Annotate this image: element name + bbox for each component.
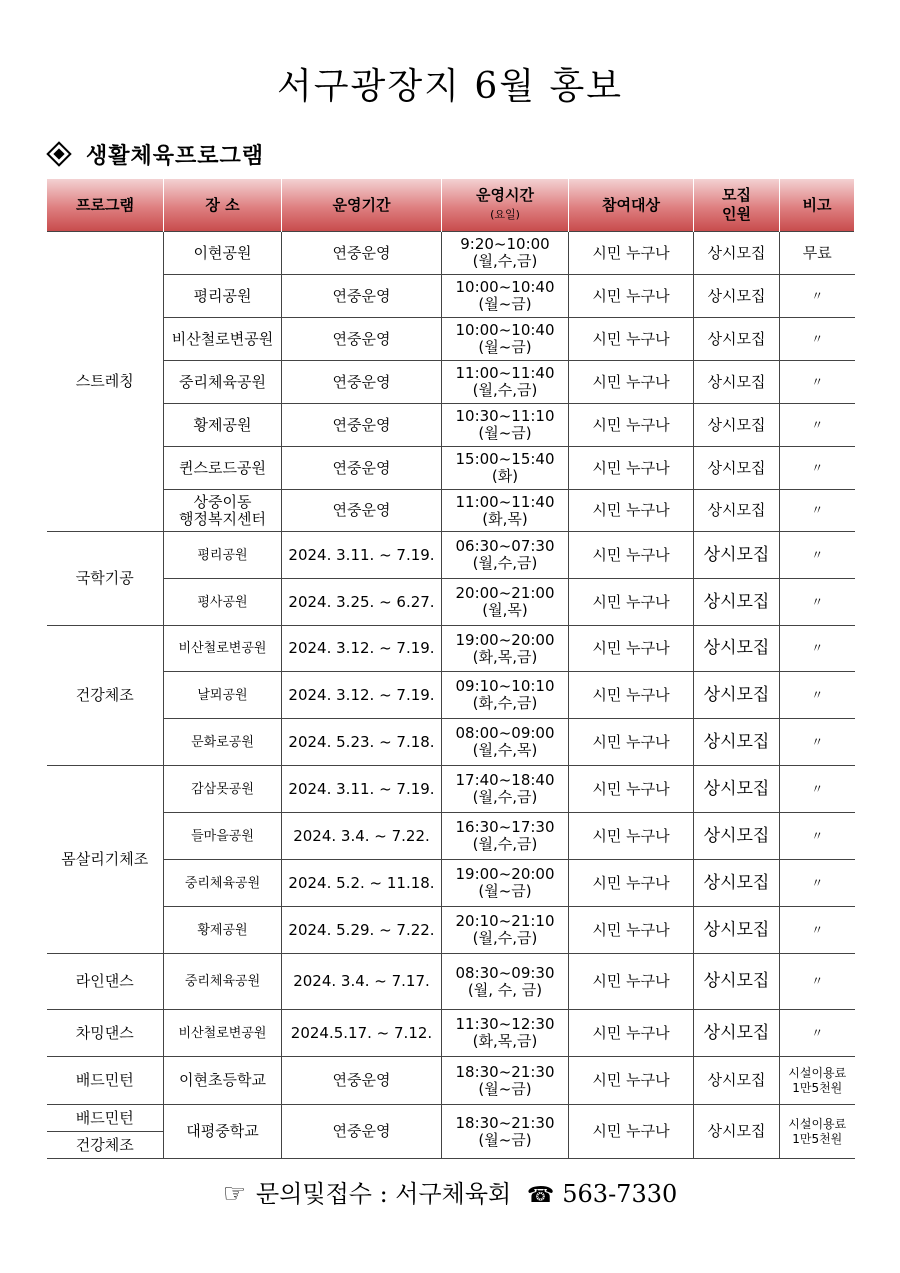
table-row bbox=[47, 1010, 855, 1057]
program-name-cell: 스트레칭 bbox=[47, 232, 164, 532]
time-range: 18:30~21:30 bbox=[455, 1062, 555, 1081]
period-cell: 2024. 3.12. ~ 7.19. bbox=[282, 626, 442, 672]
time-range: 08:00~09:00 bbox=[455, 724, 555, 742]
table-row bbox=[47, 907, 855, 954]
period-cell: 연중운영 bbox=[282, 1105, 442, 1159]
recruit-cell: 상시모집 bbox=[694, 447, 780, 490]
period-cell: 연중운영 bbox=[282, 275, 442, 318]
table-row bbox=[47, 232, 855, 275]
place-cell: 황제공원 bbox=[164, 404, 282, 447]
recruit-cell: 상시모집 bbox=[694, 626, 780, 672]
note-cell: 〃 bbox=[780, 579, 855, 626]
time-cell bbox=[442, 954, 569, 1010]
table-row bbox=[47, 579, 855, 626]
phone-icon: ☎ bbox=[526, 1183, 555, 1208]
note-cell: 〃 bbox=[780, 490, 855, 532]
time-days: (월,수,금) bbox=[472, 381, 538, 399]
program-name-cell: 건강체조 bbox=[47, 1132, 164, 1159]
time-cell bbox=[442, 361, 569, 404]
place-cell: 대평중학교 bbox=[164, 1105, 282, 1159]
program-name-cell: 차밍댄스 bbox=[47, 1010, 164, 1057]
target-cell: 시민 누구나 bbox=[569, 532, 694, 579]
time-days: (화,목,금) bbox=[472, 647, 538, 666]
time-days: (월~금) bbox=[478, 1130, 532, 1149]
time-days: (월,목) bbox=[482, 601, 528, 619]
program-name-cell: 몸살리기체조 bbox=[47, 766, 164, 954]
period-cell: 2024. 5.23. ~ 7.18. bbox=[282, 719, 442, 766]
time-days: (월,수,금) bbox=[472, 835, 538, 853]
contact-label: 문의및접수 : 서구체육회 bbox=[256, 1180, 512, 1208]
time-cell bbox=[442, 860, 569, 907]
recruit-cell: 상시모집 bbox=[694, 579, 780, 626]
header-time bbox=[442, 179, 569, 232]
time-cell bbox=[442, 1010, 569, 1057]
target-cell: 시민 누구나 bbox=[569, 672, 694, 719]
time-days: (월,수,목) bbox=[472, 741, 538, 759]
note-cell: 〃 bbox=[780, 532, 855, 579]
recruit-cell: 상시모집 bbox=[694, 1105, 780, 1159]
recruit-cell: 상시모집 bbox=[694, 954, 780, 1010]
note-cell: 시설이용료 1만5천원 bbox=[780, 1057, 855, 1105]
period-cell: 연중운영 bbox=[282, 1057, 442, 1105]
time-cell bbox=[442, 275, 569, 318]
period-cell: 연중운영 bbox=[282, 447, 442, 490]
time-days: (월~금) bbox=[478, 338, 532, 356]
target-cell: 시민 누구나 bbox=[569, 813, 694, 860]
period-cell: 연중운영 bbox=[282, 318, 442, 361]
header-program: 프로그램 bbox=[47, 179, 164, 232]
table-row bbox=[47, 766, 855, 813]
period-cell: 2024. 3.11. ~ 7.19. bbox=[282, 532, 442, 579]
period-cell: 2024. 3.12. ~ 7.19. bbox=[282, 672, 442, 719]
time-cell bbox=[442, 1057, 569, 1105]
time-days: (월,수,금) bbox=[472, 929, 538, 947]
time-cell bbox=[442, 532, 569, 579]
target-cell: 시민 누구나 bbox=[569, 907, 694, 954]
place-cell: 퀸스로드공원 bbox=[164, 447, 282, 490]
time-days: (월~금) bbox=[478, 882, 532, 900]
recruit-cell: 상시모집 bbox=[694, 232, 780, 275]
time-cell bbox=[442, 626, 569, 672]
header-place: 장 소 bbox=[164, 179, 282, 232]
place-cell: 황제공원 bbox=[164, 907, 282, 954]
target-cell: 시민 누구나 bbox=[569, 275, 694, 318]
recruit-cell: 상시모집 bbox=[694, 719, 780, 766]
time-days: (월,수,금) bbox=[472, 252, 538, 270]
period-cell: 2024. 5.29. ~ 7.22. bbox=[282, 907, 442, 954]
target-cell: 시민 누구나 bbox=[569, 404, 694, 447]
note-cell: 〃 bbox=[780, 626, 855, 672]
time-range: 19:00~20:00 bbox=[455, 865, 555, 883]
diamond-bullet-icon bbox=[46, 141, 71, 166]
time-range: 06:30~07:30 bbox=[455, 537, 555, 555]
note-cell: 〃 bbox=[780, 719, 855, 766]
recruit-cell: 상시모집 bbox=[694, 532, 780, 579]
table-row bbox=[47, 1057, 855, 1105]
time-range: 17:40~18:40 bbox=[455, 771, 555, 789]
program-table bbox=[46, 179, 855, 1159]
recruit-cell: 상시모집 bbox=[694, 318, 780, 361]
note-cell: 〃 bbox=[780, 954, 855, 1010]
table-header-row bbox=[47, 179, 855, 232]
time-range: 10:00~10:40 bbox=[455, 278, 555, 296]
place-cell: 날뫼공원 bbox=[164, 672, 282, 719]
table-row bbox=[47, 672, 855, 719]
section-heading bbox=[44, 138, 264, 170]
table-row bbox=[47, 954, 855, 1010]
time-cell bbox=[442, 318, 569, 361]
table-row bbox=[47, 813, 855, 860]
recruit-cell: 상시모집 bbox=[694, 766, 780, 813]
time-days: (월~금) bbox=[478, 424, 532, 442]
section-label: 생활체육프로그램 bbox=[86, 143, 265, 169]
place-cell: 상중이동 행정복지센터 bbox=[164, 490, 282, 532]
place-cell: 비산철로변공원 bbox=[164, 1010, 282, 1057]
target-cell: 시민 누구나 bbox=[569, 719, 694, 766]
recruit-cell: 상시모집 bbox=[694, 490, 780, 532]
note-cell: 〃 bbox=[780, 318, 855, 361]
header-time-label: 운영시간 bbox=[476, 186, 534, 204]
time-cell bbox=[442, 1105, 569, 1159]
table-row bbox=[47, 1105, 855, 1132]
recruit-cell: 상시모집 bbox=[694, 813, 780, 860]
period-cell: 연중운영 bbox=[282, 232, 442, 275]
place-cell: 들마을공원 bbox=[164, 813, 282, 860]
note-cell: 시설이용료 1만5천원 bbox=[780, 1105, 855, 1159]
target-cell: 시민 누구나 bbox=[569, 1010, 694, 1057]
place-cell: 평리공원 bbox=[164, 275, 282, 318]
time-range: 9:20~10:00 bbox=[460, 235, 550, 253]
program-name-cell: 배드민턴 bbox=[47, 1105, 164, 1132]
note-cell: 무료 bbox=[780, 232, 855, 275]
table-row bbox=[47, 719, 855, 766]
pointing-hand-icon: ☞ bbox=[222, 1179, 247, 1209]
program-name-cell: 라인댄스 bbox=[47, 954, 164, 1010]
place-cell: 문화로공원 bbox=[164, 719, 282, 766]
time-days: (월,수,금) bbox=[472, 554, 538, 572]
table-row bbox=[47, 275, 855, 318]
time-cell bbox=[442, 672, 569, 719]
note-cell: 〃 bbox=[780, 766, 855, 813]
target-cell: 시민 누구나 bbox=[569, 447, 694, 490]
page-title: 서구광장지 6월 홍보 bbox=[277, 66, 623, 107]
time-days: (월~금) bbox=[478, 295, 532, 313]
header-note: 비고 bbox=[780, 179, 855, 232]
time-days: (월,수,금) bbox=[472, 788, 538, 806]
place-cell: 이현공원 bbox=[164, 232, 282, 275]
time-range: 19:00~20:00 bbox=[455, 630, 555, 649]
recruit-cell: 상시모집 bbox=[694, 404, 780, 447]
target-cell: 시민 누구나 bbox=[569, 860, 694, 907]
time-days: (화) bbox=[491, 467, 519, 485]
time-days: (화,목) bbox=[482, 509, 528, 528]
time-range: 08:30~09:30 bbox=[455, 963, 555, 982]
recruit-cell: 상시모집 bbox=[694, 907, 780, 954]
place-cell: 비산철로변공원 bbox=[164, 318, 282, 361]
target-cell: 시민 누구나 bbox=[569, 1057, 694, 1105]
table-row bbox=[47, 490, 855, 532]
place-cell: 이현초등학교 bbox=[164, 1057, 282, 1105]
period-cell: 연중운영 bbox=[282, 490, 442, 532]
period-cell: 2024. 3.25. ~ 6.27. bbox=[282, 579, 442, 626]
time-range: 11:30~12:30 bbox=[455, 1015, 555, 1033]
time-days: (월, 수, 금) bbox=[467, 980, 543, 999]
note-cell: 〃 bbox=[780, 447, 855, 490]
recruit-cell: 상시모집 bbox=[694, 275, 780, 318]
recruit-cell: 상시모집 bbox=[694, 672, 780, 719]
target-cell: 시민 누구나 bbox=[569, 490, 694, 532]
time-cell bbox=[442, 813, 569, 860]
time-range: 09:10~10:10 bbox=[455, 677, 555, 695]
period-cell: 2024. 3.4. ~ 7.22. bbox=[282, 813, 442, 860]
time-range: 15:00~15:40 bbox=[455, 450, 555, 468]
time-range: 10:00~10:40 bbox=[455, 321, 555, 339]
time-range: 20:10~21:10 bbox=[455, 912, 555, 930]
target-cell: 시민 누구나 bbox=[569, 954, 694, 1010]
time-cell bbox=[442, 766, 569, 813]
place-cell: 평리공원 bbox=[164, 532, 282, 579]
note-cell: 〃 bbox=[780, 907, 855, 954]
time-range: 16:30~17:30 bbox=[455, 818, 555, 836]
note-cell: 〃 bbox=[780, 813, 855, 860]
table-row bbox=[47, 361, 855, 404]
time-range: 10:30~11:10 bbox=[455, 407, 555, 425]
place-cell: 중리체육공원 bbox=[164, 361, 282, 404]
note-cell: 〃 bbox=[780, 404, 855, 447]
target-cell: 시민 누구나 bbox=[569, 361, 694, 404]
time-cell bbox=[442, 447, 569, 490]
target-cell: 시민 누구나 bbox=[569, 766, 694, 813]
place-cell: 중리체육공원 bbox=[164, 860, 282, 907]
time-range: 18:30~21:30 bbox=[455, 1113, 555, 1132]
recruit-cell: 상시모집 bbox=[694, 860, 780, 907]
period-cell: 연중운영 bbox=[282, 361, 442, 404]
note-cell: 〃 bbox=[780, 1010, 855, 1057]
time-days: (화,목,금) bbox=[472, 1032, 538, 1050]
time-days: (화,수,금) bbox=[472, 694, 538, 712]
header-recruit: 모집 인원 bbox=[694, 179, 780, 232]
target-cell: 시민 누구나 bbox=[569, 1105, 694, 1159]
target-cell: 시민 누구나 bbox=[569, 626, 694, 672]
note-cell: 〃 bbox=[780, 361, 855, 404]
time-cell bbox=[442, 232, 569, 275]
period-cell: 2024.5.17. ~ 7.12. bbox=[282, 1010, 442, 1057]
target-cell: 시민 누구나 bbox=[569, 318, 694, 361]
time-days: (월~금) bbox=[478, 1079, 532, 1098]
table-row bbox=[47, 447, 855, 490]
program-name-cell: 배드민턴 bbox=[47, 1057, 164, 1105]
time-cell bbox=[442, 490, 569, 532]
header-period: 운영기간 bbox=[282, 179, 442, 232]
time-cell bbox=[442, 404, 569, 447]
table-row bbox=[47, 532, 855, 579]
note-cell: 〃 bbox=[780, 672, 855, 719]
time-range: 20:00~21:00 bbox=[455, 584, 555, 602]
place-cell: 중리체육공원 bbox=[164, 954, 282, 1010]
note-cell: 〃 bbox=[780, 860, 855, 907]
target-cell: 시민 누구나 bbox=[569, 232, 694, 275]
time-cell bbox=[442, 719, 569, 766]
header-time-sub: (요일) bbox=[490, 208, 520, 221]
target-cell: 시민 누구나 bbox=[569, 579, 694, 626]
period-cell: 2024. 5.2. ~ 11.18. bbox=[282, 860, 442, 907]
place-cell: 감삼못공원 bbox=[164, 766, 282, 813]
recruit-cell: 상시모집 bbox=[694, 1057, 780, 1105]
recruit-cell: 상시모집 bbox=[694, 361, 780, 404]
contact-phone: 563-7330 bbox=[562, 1180, 678, 1208]
table-row bbox=[47, 404, 855, 447]
program-name-cell: 국학기공 bbox=[47, 532, 164, 626]
program-name-cell: 건강체조 bbox=[47, 626, 164, 766]
header-target: 참여대상 bbox=[569, 179, 694, 232]
time-range: 11:00~11:40 bbox=[455, 492, 555, 511]
time-cell bbox=[442, 907, 569, 954]
table-row bbox=[47, 626, 855, 672]
place-cell: 평사공원 bbox=[164, 579, 282, 626]
contact-footer bbox=[0, 1174, 900, 1209]
period-cell: 2024. 3.11. ~ 7.19. bbox=[282, 766, 442, 813]
time-cell bbox=[442, 579, 569, 626]
period-cell: 2024. 3.4. ~ 7.17. bbox=[282, 954, 442, 1010]
table-row bbox=[47, 860, 855, 907]
note-cell: 〃 bbox=[780, 275, 855, 318]
recruit-cell: 상시모집 bbox=[694, 1010, 780, 1057]
time-range: 11:00~11:40 bbox=[455, 364, 555, 382]
table-row bbox=[47, 318, 855, 361]
period-cell: 연중운영 bbox=[282, 404, 442, 447]
place-cell: 비산철로변공원 bbox=[164, 626, 282, 672]
